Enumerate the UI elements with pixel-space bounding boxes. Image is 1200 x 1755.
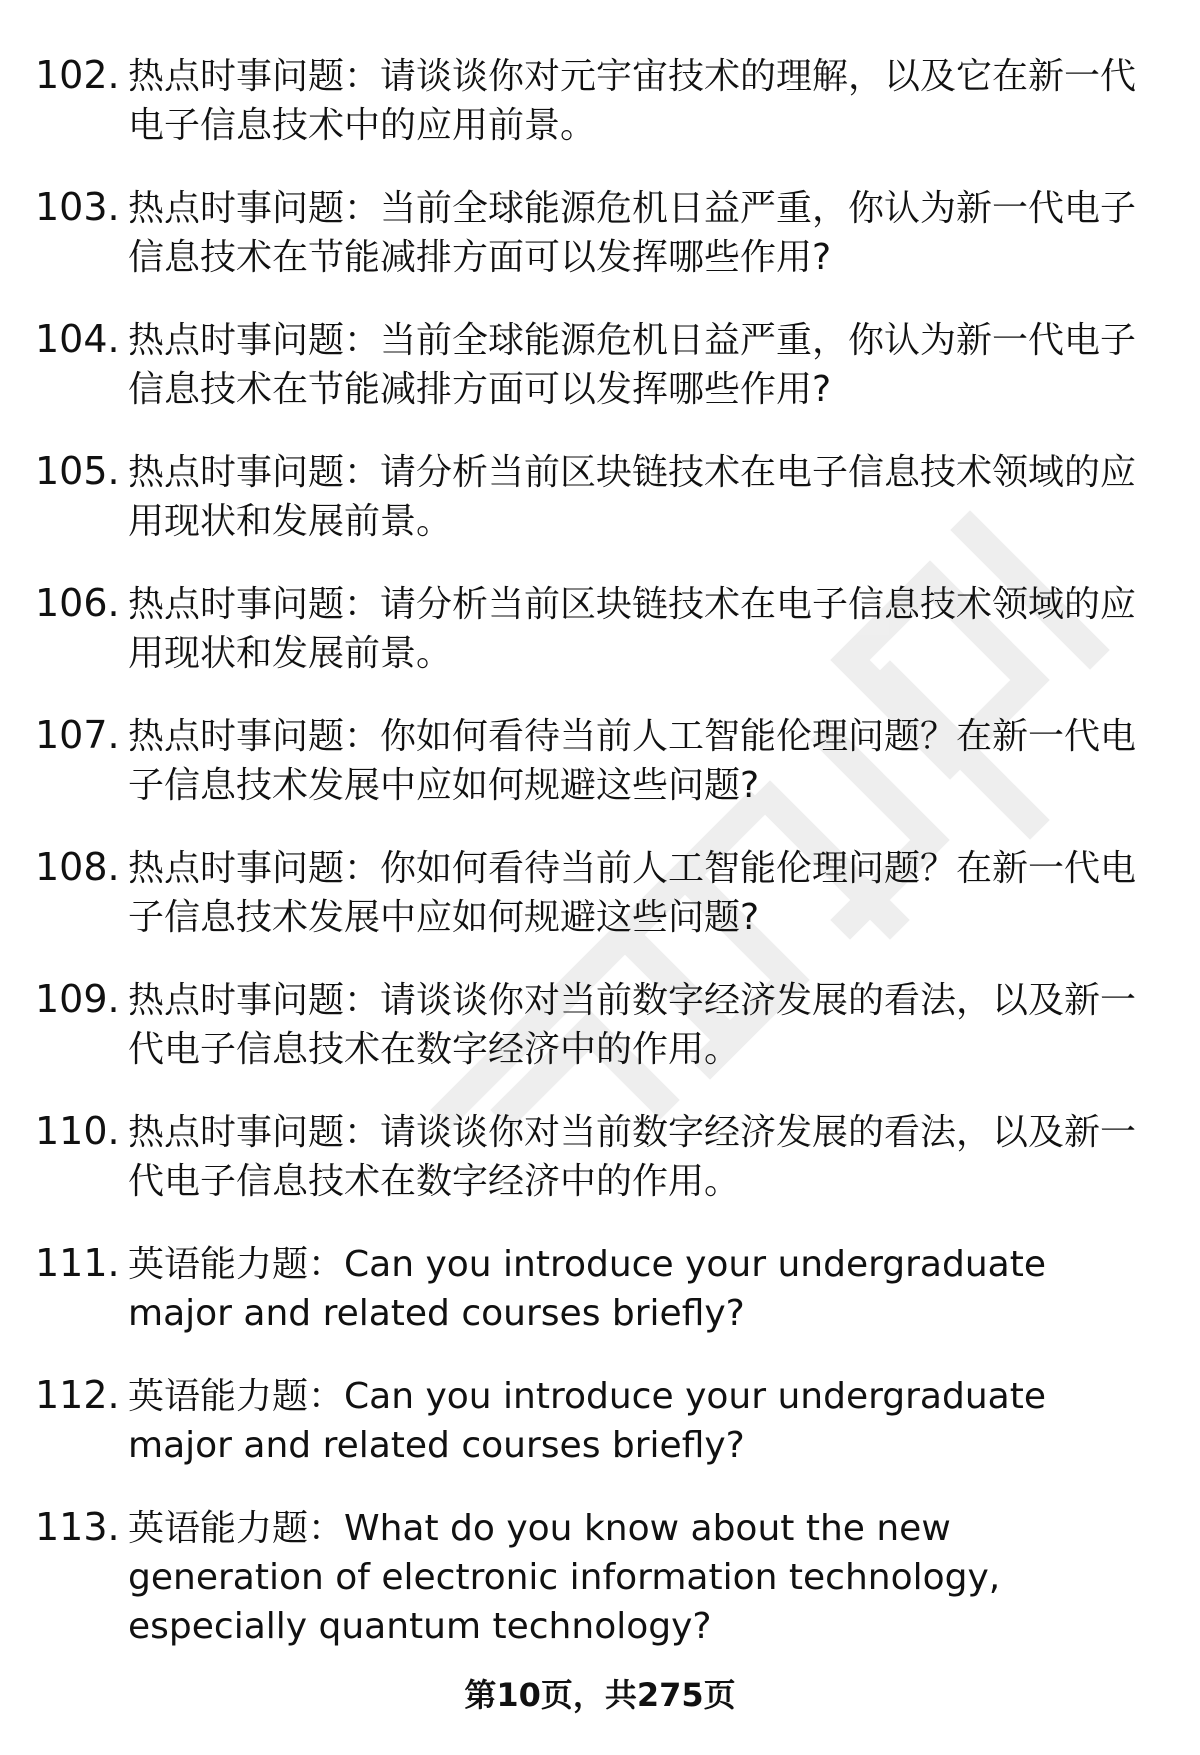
question-number: 113.	[35, 1505, 120, 1549]
question-text: 英语能力题：Can you introduce your undergraduate major and related courses briefly?	[128, 1376, 1046, 1466]
question-item	[35, 184, 1165, 282]
question-item	[35, 1240, 1165, 1338]
question-number: 111.	[35, 1241, 120, 1285]
question-item	[35, 316, 1165, 414]
question-item	[35, 1372, 1165, 1470]
question-text: 英语能力题：Can you introduce your undergraduate major and related courses briefly?	[128, 1244, 1046, 1334]
question-item	[35, 52, 1165, 150]
question-number: 108.	[35, 845, 120, 889]
question-number: 104.	[35, 317, 120, 361]
question-item	[35, 844, 1165, 942]
question-item	[35, 1108, 1165, 1206]
question-list	[0, 52, 1165, 1651]
question-text: 热点时事问题：你如何看待当前人工智能伦理问题？在新一代电子信息技术发展中应如何规避这些问题?	[128, 848, 1137, 938]
question-item	[35, 1504, 1165, 1651]
question-item	[35, 712, 1165, 810]
page-footer: 第10页，共275页	[464, 1676, 736, 1714]
question-number: 112.	[35, 1373, 120, 1417]
question-number: 106.	[35, 581, 120, 625]
question-number: 107.	[35, 713, 120, 757]
question-text: 热点时事问题：当前全球能源危机日益严重，你认为新一代电子信息技术在节能减排方面可以发挥哪些作用?	[128, 320, 1137, 410]
question-number: 109.	[35, 977, 120, 1021]
question-number: 110.	[35, 1109, 120, 1153]
question-number: 103.	[35, 185, 120, 229]
question-number: 102.	[35, 53, 120, 97]
question-item	[35, 976, 1165, 1074]
question-text: 热点时事问题：请分析当前区块链技术在电子信息技术领域的应用现状和发展前景。	[128, 452, 1137, 542]
question-text: 热点时事问题：请谈谈你对当前数字经济发展的看法，以及新一代电子信息技术在数字经济中的作用。	[128, 1112, 1137, 1202]
question-text: 热点时事问题：你如何看待当前人工智能伦理问题？在新一代电子信息技术发展中应如何规避这些问题?	[128, 716, 1137, 806]
question-item	[35, 448, 1165, 546]
question-text: 热点时事问题：请分析当前区块链技术在电子信息技术领域的应用现状和发展前景。	[128, 584, 1137, 674]
question-text: 热点时事问题：请谈谈你对当前数字经济发展的看法，以及新一代电子信息技术在数字经济中的作用。	[128, 980, 1137, 1070]
question-text: 热点时事问题：请谈谈你对元宇宙技术的理解，以及它在新一代电子信息技术中的应用前景。	[128, 56, 1137, 146]
question-text: 热点时事问题：当前全球能源危机日益严重，你认为新一代电子信息技术在节能减排方面可以发挥哪些作用?	[128, 188, 1137, 278]
question-number: 105.	[35, 449, 120, 493]
question-text: 英语能力题：What do you know about the new generation of electronic information technology, especially quantum technology?	[128, 1508, 1001, 1647]
question-item	[35, 580, 1165, 678]
